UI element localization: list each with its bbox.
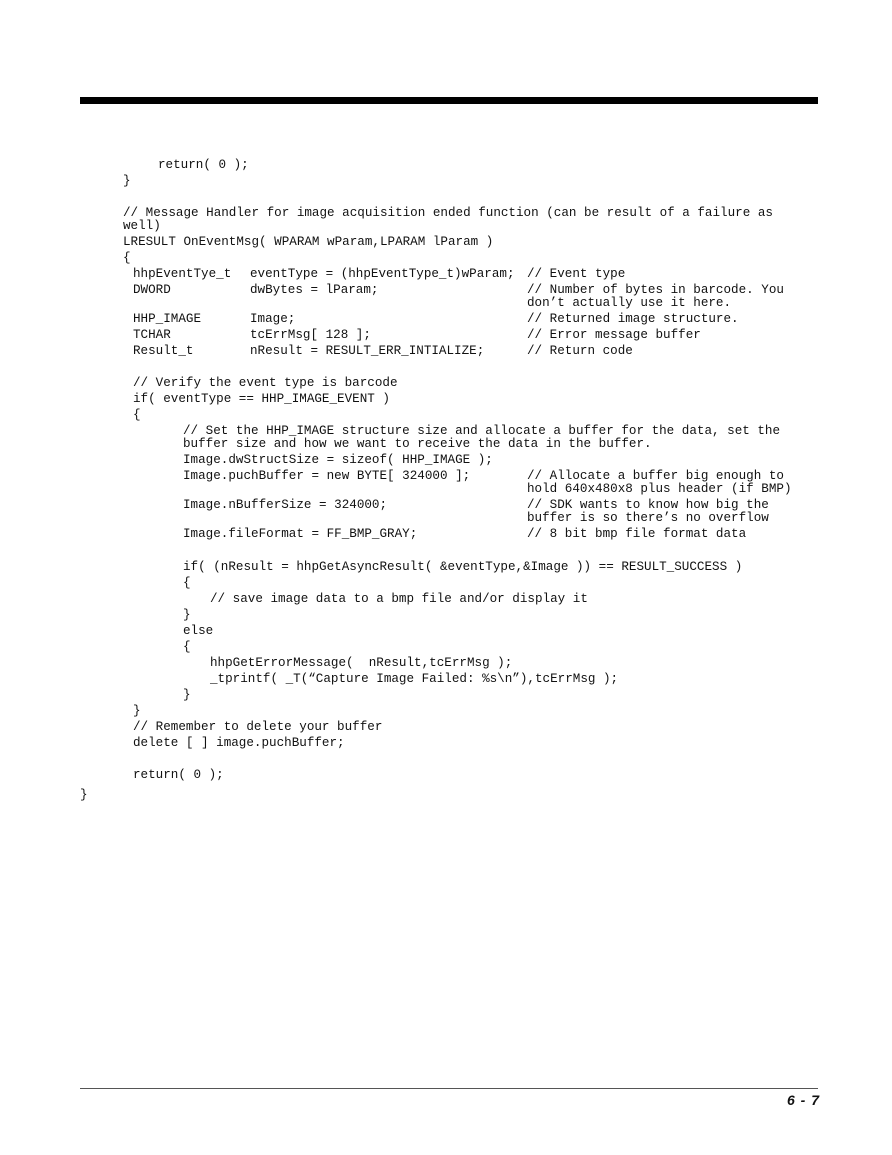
code-comment: buffer size and how we want to receive the data in the buffer.	[183, 437, 652, 451]
code-comment: // SDK wants to know how big the	[527, 498, 769, 512]
footer-rule	[80, 1088, 818, 1089]
code-statement: eventType = (hhpEventType_t)wParam;	[250, 267, 515, 281]
code-comment: // 8 bit bmp file format data	[527, 527, 747, 541]
code-line: }	[133, 704, 141, 718]
code-statement: Image.nBufferSize = 324000;	[183, 498, 388, 512]
code-line: LRESULT OnEventMsg( WPARAM wParam,LPARAM lParam )	[123, 235, 494, 249]
code-line: }	[183, 688, 191, 702]
code-comment: // Error message buffer	[527, 328, 701, 342]
code-type: HHP_IMAGE	[133, 312, 202, 326]
code-line: hhpGetErrorMessage( nResult,tcErrMsg );	[210, 656, 513, 670]
code-line: if( eventType == HHP_IMAGE_EVENT )	[133, 392, 390, 406]
code-comment: // Return code	[527, 344, 633, 358]
code-statement: Image.fileFormat = FF_BMP_GRAY;	[183, 527, 418, 541]
code-line: }	[123, 174, 131, 188]
code-comment: // Verify the event type is barcode	[133, 376, 398, 390]
code-line: return( 0 );	[133, 768, 224, 782]
code-line: {	[133, 408, 141, 422]
code-line: }	[183, 608, 191, 622]
code-comment: // Allocate a buffer big enough to	[527, 469, 784, 483]
code-comment: buffer is so there’s no overflow	[527, 511, 769, 525]
code-line: }	[80, 788, 88, 802]
code-line: {	[183, 640, 191, 654]
code-type: DWORD	[133, 283, 171, 297]
code-line: if( (nResult = hhpGetAsyncResult( &eventType,&Image )) == RESULT_SUCCESS )	[183, 560, 743, 574]
code-comment: // Event type	[527, 267, 626, 281]
code-type: TCHAR	[133, 328, 171, 342]
code-line: {	[183, 576, 191, 590]
code-line: {	[123, 251, 131, 265]
code-comment: // save image data to a bmp file and/or display it	[210, 592, 588, 606]
code-statement: Image.puchBuffer = new BYTE[ 324000 ];	[183, 469, 471, 483]
code-line: return( 0 );	[158, 158, 249, 172]
code-type: Result_t	[133, 344, 194, 358]
code-comment: // Number of bytes in barcode. You	[527, 283, 784, 297]
code-line: else	[183, 624, 214, 638]
code-comment: well)	[123, 219, 161, 233]
code-type: hhpEventTye_t	[133, 267, 232, 281]
code-statement: tcErrMsg[ 128 ];	[250, 328, 371, 342]
code-line: Image.dwStructSize = sizeof( HHP_IMAGE );	[183, 453, 493, 467]
code-line: _tprintf( _T(“Capture Image Failed: %s\n”),tcErrMsg );	[210, 672, 619, 686]
code-comment: // Message Handler for image acquisition ended function (can be result of a failure as	[123, 206, 773, 220]
code-comment: // Set the HHP_IMAGE structure size and allocate a buffer for the data, set the	[183, 424, 781, 438]
code-statement: Image;	[250, 312, 296, 326]
page-number: 6 - 7	[786, 1092, 820, 1108]
code-comment: // Remember to delete your buffer	[133, 720, 383, 734]
code-statement: dwBytes = lParam;	[250, 283, 379, 297]
code-comment: // Returned image structure.	[527, 312, 739, 326]
code-comment: don’t actually use it here.	[527, 296, 732, 310]
code-line: delete [ ] image.puchBuffer;	[133, 736, 345, 750]
code-statement: nResult = RESULT_ERR_INTIALIZE;	[250, 344, 485, 358]
code-comment: hold 640x480x8 plus header (if BMP)	[527, 482, 792, 496]
